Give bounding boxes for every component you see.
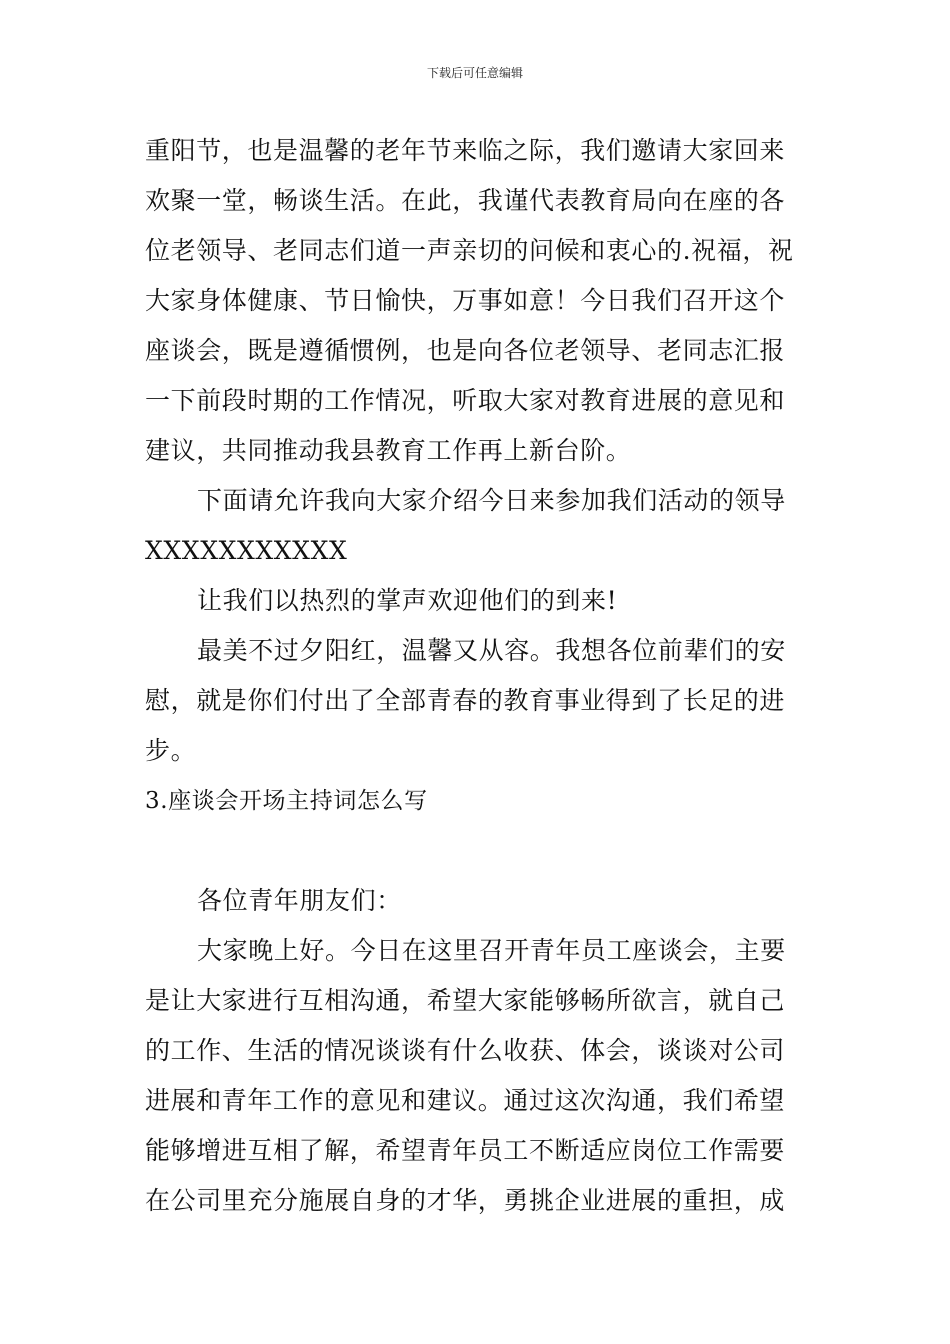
paragraph-applause: 让我们以热烈的掌声欢迎他们的到来!: [197, 586, 618, 615]
paragraph-introduce-leaders: 下面请允许我向大家介绍今日来参加我们活动的领导XXXXXXXXXXX: [145, 486, 786, 565]
paragraph-greeting-continuation: 重阳节，也是温馨的老年节来临之际，我们邀请大家回来欢聚一堂，畅谈生活。在此，我谨代表教育局向在座的各位老领导、老同志们道一声亲切的问候和衷心的.祝福，祝大家身体健康、节日愉快，万事如意！今日我们召开这个座谈会，既是遵循惯例，也是向各位老领导、老同志汇报一下前段时期的工作情况，听取大家对教育进展的意见和建议，共同推动我县教育工作再上新台阶。: [145, 136, 794, 465]
blank-line: [145, 826, 807, 876]
paragraph-salutation: 各位青年朋友们：: [197, 886, 402, 915]
section-heading: 3.座谈会开场主持词怎么写: [145, 788, 428, 814]
page-header-note: 下载后可任意编辑: [426, 66, 523, 80]
paragraph-youth-meeting: 大家晚上好。今日在这里召开青年员工座谈会，主要是让大家进行互相沟通，希望大家能够畅所欲言，就自己的工作、生活的情况谈谈有什么收获、体会，谈谈对公司进展和青年工作的意见和建议。通过这次沟通，我们希望能够增进互相了解，希望青年员工不断适应岗位工作需要在公司里充分施展自身的才华，勇挑企业进展的重担，成: [145, 936, 786, 1215]
paragraph-sunset: 最美不过夕阳红，温馨又从容。我想各位前辈们的安慰，就是你们付出了全部青春的教育事业得到了长足的进步。: [145, 636, 786, 765]
document-body: [145, 126, 807, 1226]
